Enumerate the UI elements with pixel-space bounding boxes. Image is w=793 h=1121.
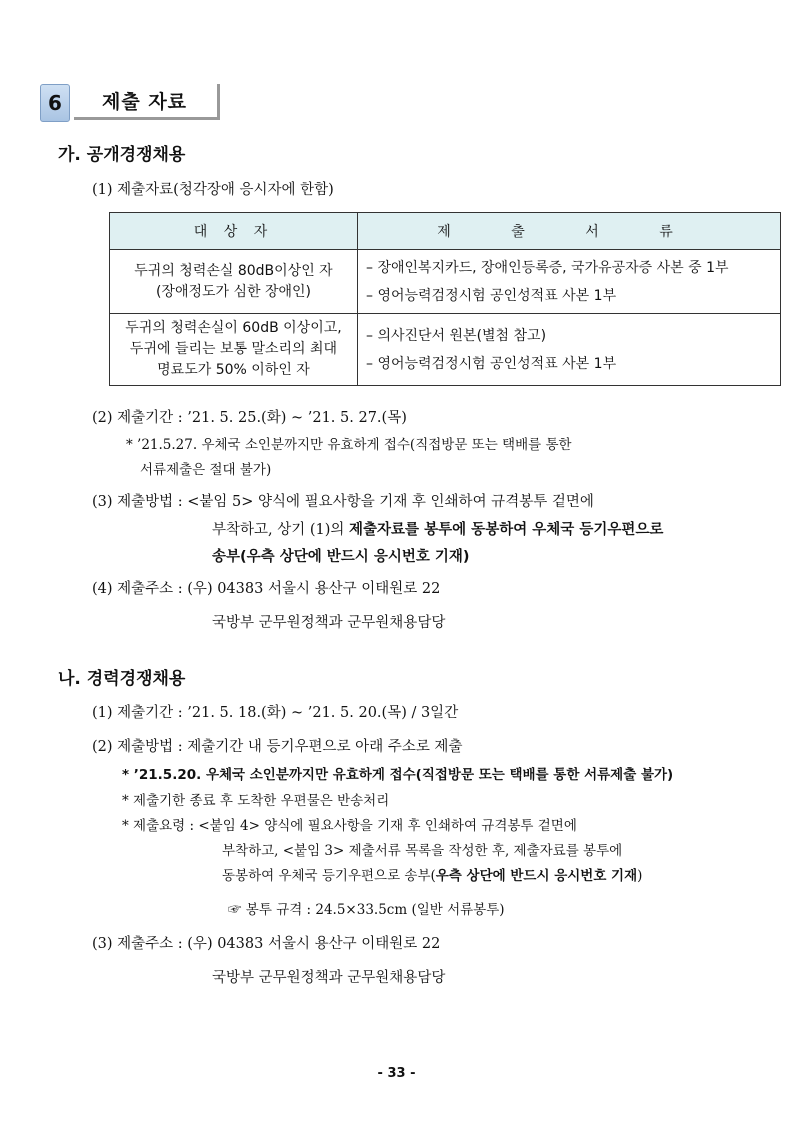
row2-target xyxy=(110,314,358,386)
item3-line2-bold: 제출자료를 봉투에 동봉하여 우체국 등기우편으로 xyxy=(349,521,664,538)
part-na-item1: (1) 제출기간 : ’21. 5. 18.(화) ~ ’21. 5. 20.(목) / 3일간 xyxy=(92,705,459,721)
row2-target-line2: 두귀에 들리는 보통 말소리의 최대 xyxy=(129,341,338,357)
part-ga-item2-note1: * ’21.5.27. 우체국 소인분까지만 유효하게 접수(직접방문 또는 택배를 통한 xyxy=(126,437,572,453)
header-docs: 제 출 서 류 xyxy=(358,213,781,250)
note3-line3-bold: 우측 상단에 반드시 응시번호 기재 xyxy=(435,868,638,884)
part-ga-item4: (4) 제출주소 : (우) 04383 서울시 용산구 이태원로 22 xyxy=(92,581,441,597)
part-na-note3-line3 xyxy=(222,864,642,884)
table-row xyxy=(110,314,781,386)
table-row xyxy=(110,250,781,314)
row1-target-line2: (장애정도가 심한 장애인) xyxy=(155,283,312,300)
part-na-note1: * ’21.5.20. 우체국 소인분까지만 유효하게 접수(직접방문 또는 택배를 통한 서류제출 불가) xyxy=(122,767,674,783)
section-title: 제출 자료 xyxy=(74,84,220,120)
row1-target xyxy=(110,250,358,314)
part-ga-title: 가. 공개경쟁채용 xyxy=(58,145,186,165)
part-ga-item2-note2: 서류제출은 절대 불가) xyxy=(140,462,272,478)
part-na-item3-line2: 국방부 군무원정책과 군무원채용담당 xyxy=(212,970,446,986)
row2-target-line3: 명료도가 50% 이하인 자 xyxy=(157,362,310,378)
row2-doc2: – 영어능력검정시험 공인성적표 사본 1부 xyxy=(366,355,617,372)
part-na-note3: * 제출요령 : <붙임 4> 양식에 필요사항을 기재 후 인쇄하여 규격봉투 겉면에 xyxy=(122,818,577,834)
item3-line3-bold: 송부(우측 상단에 반드시 응시번호 기재) xyxy=(212,549,470,565)
row2-target-line1: 두귀의 청력손실이 60dB 이상이고, xyxy=(125,320,342,336)
part-na-item3: (3) 제출주소 : (우) 04383 서울시 용산구 이태원로 22 xyxy=(92,936,441,952)
row1-doc1: – 장애인복지카드, 장애인등록증, 국가유공자증 사본 중 1부 xyxy=(366,259,729,276)
row1-doc2: – 영어능력검정시험 공인성적표 사본 1부 xyxy=(366,287,617,304)
part-na-item2: (2) 제출방법 : 제출기간 내 등기우편으로 아래 주소로 제출 xyxy=(92,739,463,755)
item3-line2-plain: 부착하고, 상기 (1)의 xyxy=(212,522,350,538)
part-ga-item3: (3) 제출방법 : <붙임 5> 양식에 필요사항을 기재 후 인쇄하여 규격봉투 겉면에 xyxy=(92,494,594,510)
table-header-row xyxy=(110,213,781,250)
part-ga-item1: (1) 제출자료(청각장애 응시자에 한함) xyxy=(92,182,334,198)
section-number: 6 xyxy=(40,84,70,122)
part-ga-item3-line3 xyxy=(212,545,470,566)
note3-line3-end: ) xyxy=(637,868,643,884)
row1-docs xyxy=(358,250,781,314)
row2-doc1: – 의사진단서 원본(별첨 참고) xyxy=(366,327,547,344)
part-na-note3-line2: 부착하고, <붙임 3> 제출서류 목록을 작성한 후, 제출자료를 봉투에 xyxy=(222,843,623,859)
part-ga-item4-line2: 국방부 군무원정책과 군무원채용담당 xyxy=(212,615,446,631)
page-number: - 33 - xyxy=(377,1066,416,1081)
part-na-title: 나. 경력경쟁채용 xyxy=(58,669,186,689)
row2-docs xyxy=(358,314,781,386)
envelope-size-note: ☞ 봉투 규격 : 24.5×33.5cm (일반 서류봉투) xyxy=(228,902,505,918)
header-target: 대 상 자 xyxy=(110,213,358,250)
part-ga-item3-line2 xyxy=(212,518,663,539)
part-ga-item2: (2) 제출기간 : ’21. 5. 25.(화) ~ ’21. 5. 27.(목) xyxy=(92,410,407,426)
note3-line3-plain: 동봉하여 우체국 등기우편으로 송부( xyxy=(222,868,436,884)
part-na-note2: * 제출기한 종료 후 도착한 우편물은 반송처리 xyxy=(122,793,390,809)
row1-target-line1: 두귀의 청력손실 80dB이상인 자 xyxy=(134,262,333,279)
documents-table xyxy=(109,212,781,386)
